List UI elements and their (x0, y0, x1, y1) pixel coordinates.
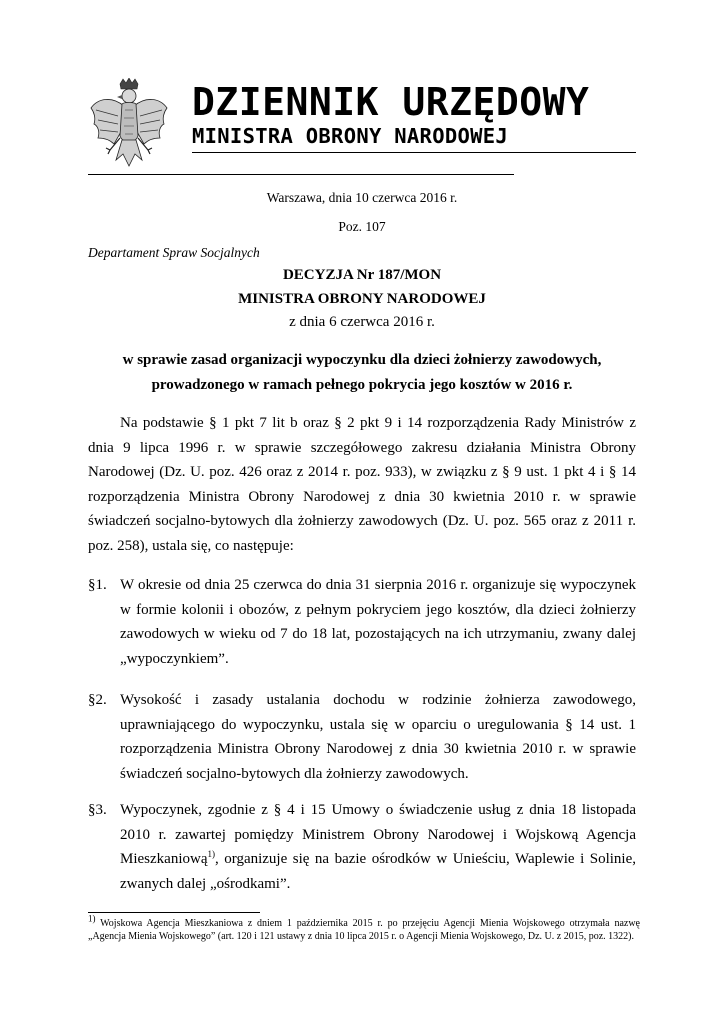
section-text: Wysokość i zasady ustalania dochodu w rodzinie żołnierza zawodowego, uprawniającego do wypoczynku, ustala się w oparciu o uregulowania § 14 ust. 1 rozporządzenia Ministra Obrony Narodowej z dnia 30 kwietnia 2010 r. w sprawie świadczeń socjalno-bytowych dla żołnierzy zawodowych. (120, 692, 636, 782)
place-date: Warszawa, dnia 10 czerwca 2016 r. (266, 190, 458, 205)
section-number: §2. (88, 692, 107, 708)
decision-subject-line-1: w sprawie zasad organizacji wypoczynku dla dzieci żołnierzy zawodowych, (122, 352, 602, 368)
header-bottom-divider (88, 174, 514, 175)
preamble-paragraph (88, 411, 636, 559)
footnote-mark: 1) (88, 913, 96, 924)
decision-issuer: MINISTRA OBRONY NARODOWEJ (238, 291, 486, 307)
section-number: §1. (88, 577, 107, 593)
footnote (88, 913, 640, 943)
section-text: W okresie od dnia 25 czerwca do dnia 31 sierpnia 2016 r. organizuje się wypoczynek w formie kolonii i obozów, z pełnym pokryciem jego kosztów, dla dzieci żołnierzy zawodowych w wieku od 7 do 18 lat, pozostających na ich utrzymaniu, zwany dalej „wypoczynkiem”. (120, 577, 636, 667)
section-text-before: Wypoczynek, zgodnie z § 4 i 15 Umowy o świadczenie usług z dnia 18 listopada 2010 r. zawartej pomiędzy Ministrem Obrony Narodowej i Wojskową Agencja Mieszkaniową (120, 802, 636, 868)
journal-subtitle: MINISTRA OBRONY NARODOWEJ (192, 124, 509, 148)
position-number: Poz. 107 (338, 219, 386, 234)
department-name: Departament Spraw Socjalnych (88, 245, 260, 260)
section-3 (88, 798, 636, 896)
section-number: §3. (88, 802, 107, 818)
decision-number: DECYZJA Nr 187/MON (282, 267, 442, 283)
footnote-divider (88, 912, 260, 913)
decision-subject-line-2: prowadzonego w ramach pełnego pokrycia jego kosztów w 2016 r. (151, 377, 573, 393)
preamble-text: Na podstawie § 1 pkt 7 lit b oraz § 2 pkt 9 i 14 rozporządzenia Rady Ministrów z dnia 9 lipca 1996 r. w sprawie szczegółowego zakresu działania Ministra Obrony Narodowej (Dz. U. poz. 426 oraz z 2014 r. poz. 933), w związku z § 9 ust. 1 pkt 4 i § 14 rozporządzenia Ministra Obrony Narodowej z dnia 30 kwietnia 2010 r. w sprawie świadczeń socjalno-bytowych dla żołnierzy zawodowych (Dz. U. poz. 565 oraz z 2011 r. poz. 258), ustala się, co następuje: (88, 415, 636, 554)
journal-header (88, 78, 636, 186)
section-text (120, 798, 636, 896)
footnote-text: Wojskowa Agencja Mieszkaniowa z dniem 1 października 2015 r. po przejęciu Agencji Mienia Wojskowego otrzymała nazwę „Agencja Mienia Wojskowego” (art. 120 i 121 ustawy z dnia 10 lipca 2015 r. o Agencji Mienia Wojskowego, Dz. U. z 2015, poz. 1322). (88, 918, 640, 942)
footnote-reference[interactable]: 1) (207, 849, 215, 860)
section-2 (88, 688, 636, 786)
section-text-after: , organizuje się na bazie ośrodków w Unieściu, Waplewie i Solinie, zwanych dalej „ośrodkami”. (120, 851, 636, 892)
journal-title: DZIENNIK URZĘDOWY (192, 80, 590, 124)
header-divider (192, 152, 636, 153)
polish-eagle-emblem-icon (88, 78, 170, 176)
section-1 (88, 573, 636, 671)
decision-date: z dnia 6 czerwca 2016 r. (289, 314, 435, 330)
